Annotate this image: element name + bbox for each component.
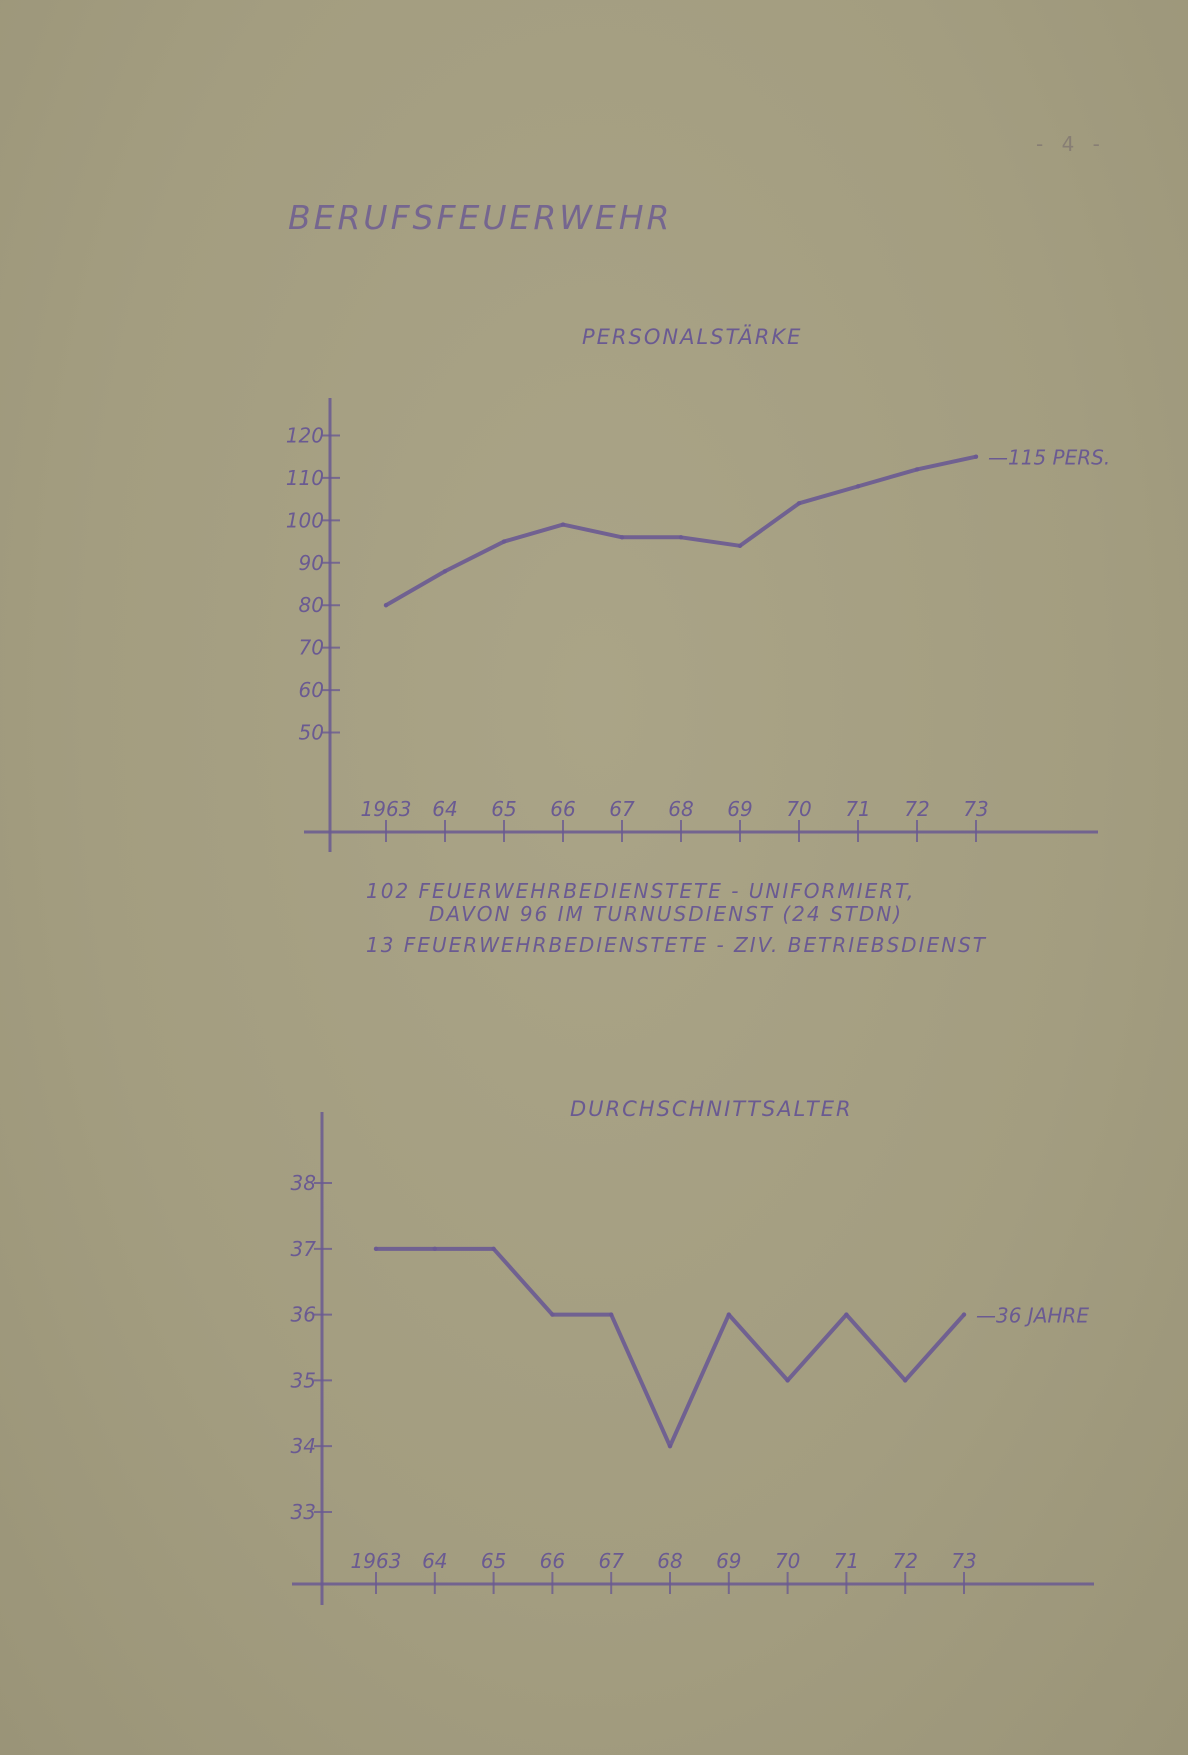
- alter-data-point: [903, 1378, 907, 1382]
- personal-x-tick-label: 73: [963, 797, 989, 821]
- alter-data-point: [433, 1247, 437, 1251]
- alter-x-tick-label: 73: [951, 1549, 977, 1573]
- alter-data-point: [962, 1312, 966, 1316]
- personal-x-tick-label: 71: [845, 797, 871, 821]
- alter-x-tick-label: 1963: [350, 1549, 402, 1573]
- alter-x-tick-label: 70: [774, 1549, 801, 1573]
- alter-x-tick-label: 68: [657, 1549, 683, 1573]
- personal-x-tick-label: 69: [727, 797, 753, 821]
- chart-title-personalstaerke: PERSONALSTÄRKE: [582, 325, 803, 349]
- alter-y-tick-label: 33: [290, 1499, 316, 1524]
- personal-x-tick-label: 1963: [360, 797, 412, 821]
- personal-y-tick-label: 100: [285, 508, 324, 533]
- personal-x-tick-label: 70: [786, 797, 812, 821]
- alter-y-tick-label: 34: [290, 1434, 316, 1459]
- personal-y-tick-label: 80: [298, 593, 324, 618]
- personal-y-tick-label: 90: [298, 550, 324, 575]
- note-civil-service: 13 FEUERWEHRBEDIENSTETE - ZIV. BETRIEBSDIENST: [366, 933, 987, 957]
- alter-data-point: [785, 1378, 789, 1382]
- alter-y-tick-label: 38: [290, 1171, 316, 1196]
- page-number: - 4 -: [1036, 132, 1106, 156]
- alter-data-point: [550, 1312, 554, 1316]
- personal-end-label: —115 PERS.: [988, 445, 1111, 470]
- personal-y-tick-label: 60: [298, 678, 324, 703]
- alter-x-tick-label: 72: [892, 1549, 918, 1573]
- chart-title-durchschnittsalter: DURCHSCHNITTSALTER: [570, 1097, 853, 1121]
- personal-x-tick-label: 66: [550, 797, 576, 821]
- alter-series-line: [376, 1249, 964, 1446]
- alter-data-point: [609, 1312, 613, 1316]
- note-shift-duty: DAVON 96 IM TURNUSDIENST (24 STDN): [429, 902, 904, 926]
- alter-data-point: [374, 1247, 378, 1251]
- alter-y-tick-label: 36: [290, 1302, 316, 1327]
- personal-x-tick-label: 67: [609, 797, 635, 821]
- alter-x-tick-label: 66: [539, 1549, 566, 1573]
- alter-y-tick-label: 37: [290, 1236, 316, 1261]
- alter-x-tick-label: 71: [833, 1549, 860, 1573]
- alter-x-tick-label: 67: [598, 1549, 624, 1573]
- personal-x-tick-label: 72: [904, 797, 930, 821]
- personal-y-tick-label: 50: [298, 720, 324, 745]
- personal-y-tick-label: 110: [285, 465, 324, 490]
- alter-end-label: —36 JAHRE: [976, 1303, 1089, 1328]
- alter-x-tick-label: 64: [422, 1549, 448, 1573]
- personal-y-tick-label: 70: [298, 635, 324, 660]
- personal-x-tick-label: 65: [491, 797, 517, 821]
- alter-data-point: [727, 1312, 731, 1316]
- alter-data-point: [668, 1444, 672, 1448]
- document-title: BERUFSFEUERWEHR: [288, 198, 673, 237]
- personal-x-tick-label: 64: [432, 797, 458, 821]
- alter-data-point: [491, 1247, 495, 1251]
- personal-y-tick-label: 120: [285, 423, 324, 448]
- alter-data-point: [844, 1312, 848, 1316]
- personal-x-tick-label: 68: [668, 797, 694, 821]
- alter-x-tick-label: 65: [480, 1549, 507, 1573]
- note-uniformed: 102 FEUERWEHRBEDIENSTETE - UNIFORMIERT,: [366, 879, 916, 903]
- alter-x-tick-label: 69: [716, 1549, 742, 1573]
- alter-y-tick-label: 35: [290, 1368, 316, 1393]
